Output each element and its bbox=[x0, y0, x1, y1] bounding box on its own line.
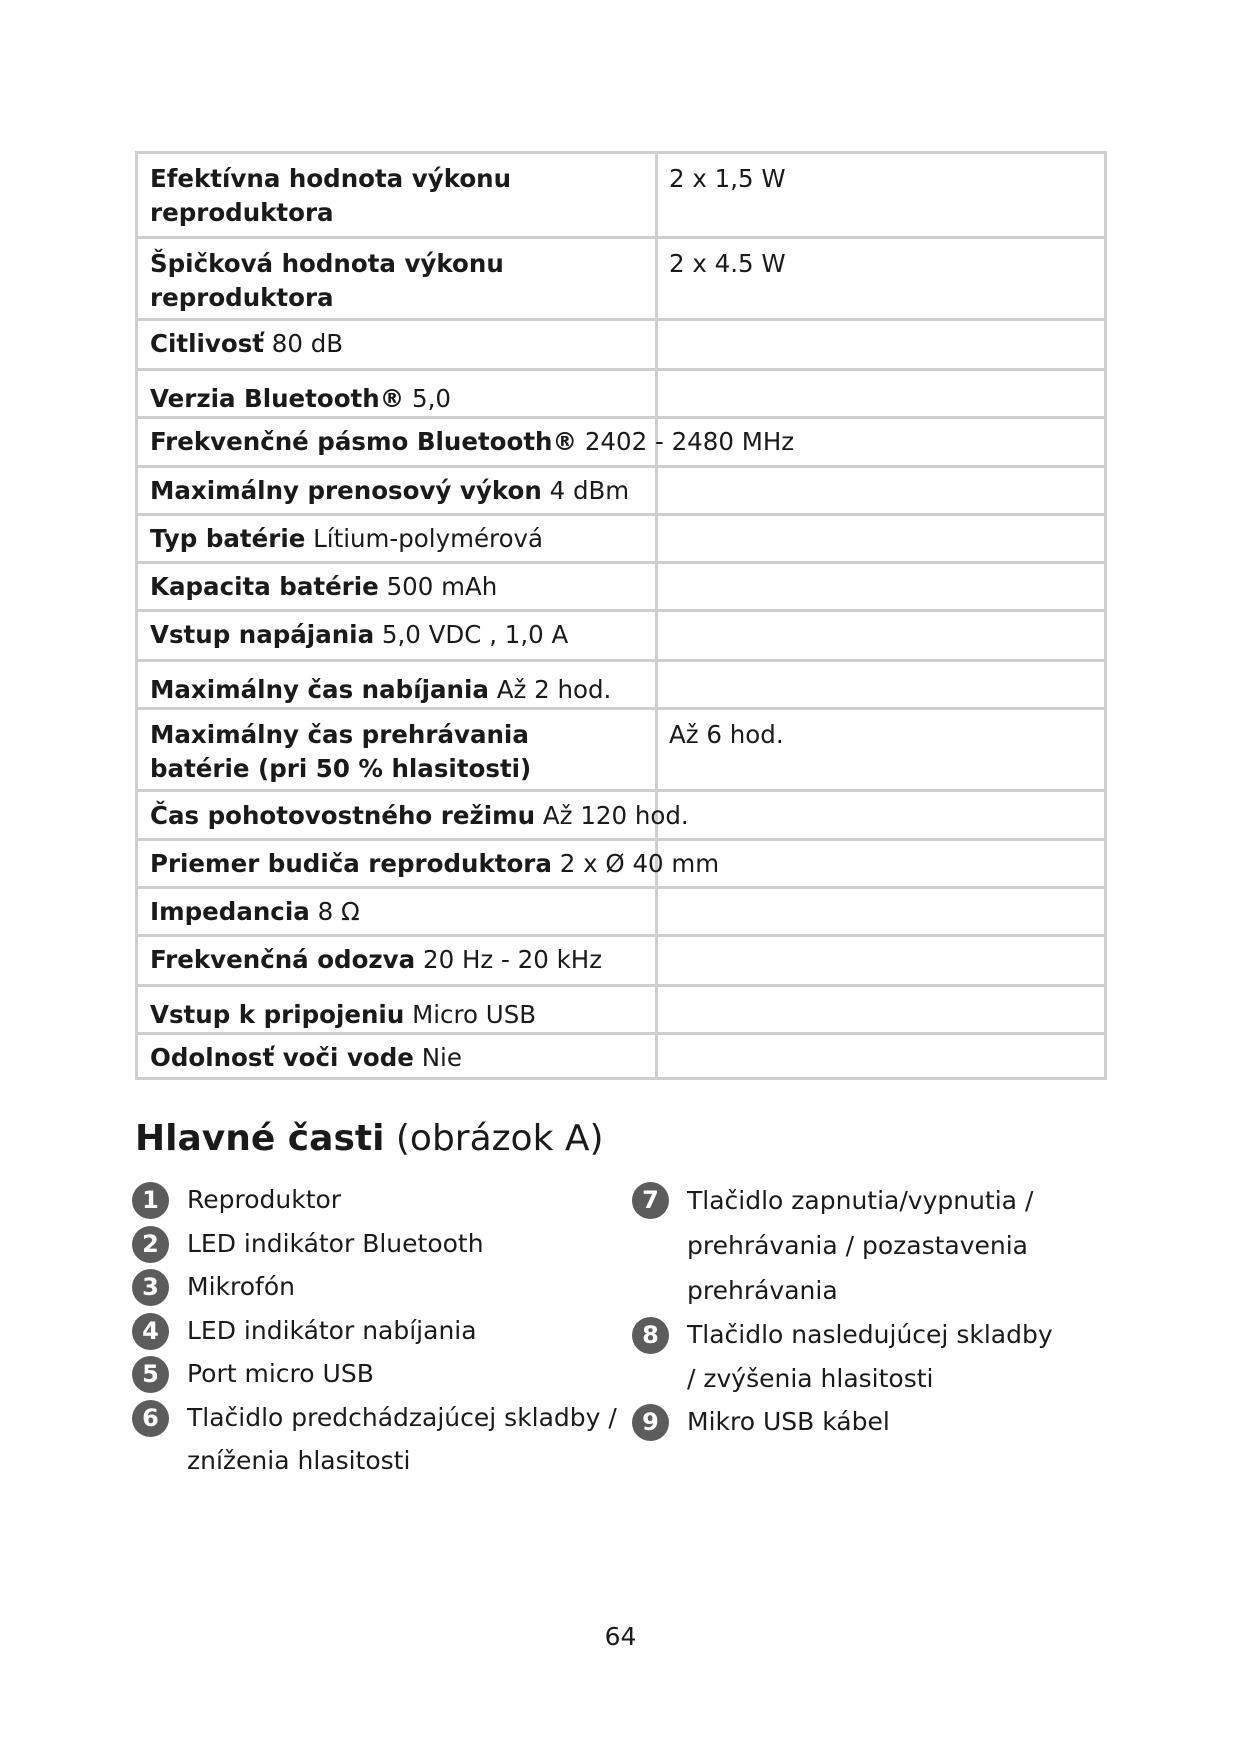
spec-label-cell bbox=[138, 792, 1104, 838]
number-badge: 7 bbox=[632, 1182, 669, 1219]
spec-label: Kapacita batérie bbox=[150, 572, 379, 601]
spec-value: 5,0 bbox=[412, 384, 451, 413]
spec-value: 500 mAh bbox=[386, 572, 498, 601]
spec-row bbox=[138, 318, 1104, 368]
spec-value: Až 6 hod. bbox=[669, 720, 784, 749]
part-label: Port micro USB bbox=[187, 1359, 374, 1388]
spec-label: Čas pohotovostného režimu bbox=[150, 801, 536, 830]
spec-label: Efektívna hodnota výkonu reproduktora bbox=[150, 164, 512, 227]
list-item bbox=[132, 1309, 622, 1353]
part-label: LED indikátor nabíjania bbox=[187, 1315, 477, 1345]
spec-label: Verzia Bluetooth® bbox=[150, 384, 405, 413]
spec-row bbox=[138, 154, 1104, 236]
list-item bbox=[132, 1265, 622, 1309]
spec-label: Priemer budiča reproduktora bbox=[150, 849, 552, 878]
part-label: Tlačidlo zapnutia/vypnutia / prehrávania / pozastavenia prehrávania bbox=[687, 1186, 1034, 1305]
column-divider bbox=[655, 710, 658, 789]
spec-label: Frekvenčná odozva bbox=[150, 945, 416, 974]
spec-label-cell bbox=[138, 239, 642, 321]
page-number: 64 bbox=[604, 1622, 637, 1651]
specifications-table bbox=[135, 151, 1107, 1080]
spec-label: Špičková hodnota výkonu reproduktora bbox=[150, 249, 504, 312]
spec-value: Až 120 hod. bbox=[542, 801, 689, 830]
spec-label: Maximálny prenosový výkon bbox=[150, 476, 542, 505]
spec-value: Lítium-polymérová bbox=[313, 524, 544, 553]
parts-list-right bbox=[632, 1178, 1102, 1444]
spec-label-cell bbox=[138, 516, 1104, 561]
list-item bbox=[132, 1222, 622, 1266]
spec-value: 2402 - 2480 MHz bbox=[584, 427, 795, 456]
column-divider bbox=[655, 154, 658, 236]
number-badge: 5 bbox=[132, 1356, 169, 1393]
number-badge: 3 bbox=[132, 1269, 169, 1306]
spec-value: 2 x 1,5 W bbox=[669, 164, 786, 193]
spec-row bbox=[138, 707, 1104, 789]
spec-label-cell bbox=[138, 419, 1104, 464]
spec-value: 80 dB bbox=[271, 329, 344, 358]
spec-label-cell bbox=[138, 1035, 1104, 1080]
spec-label-cell bbox=[138, 662, 1104, 712]
spec-label-cell bbox=[138, 937, 1104, 982]
spec-row bbox=[138, 1032, 1104, 1077]
spec-row bbox=[138, 984, 1104, 1032]
spec-label-cell bbox=[138, 710, 642, 792]
list-item bbox=[632, 1313, 1067, 1400]
spec-row bbox=[138, 659, 1104, 707]
number-badge: 1 bbox=[132, 1182, 169, 1219]
spec-value: 8 Ω bbox=[317, 897, 360, 926]
spec-row bbox=[138, 368, 1104, 416]
spec-label: Citlivosť bbox=[150, 329, 264, 358]
spec-label: Vstup napájania bbox=[150, 620, 375, 649]
spec-row bbox=[138, 513, 1104, 561]
number-badge: 2 bbox=[132, 1226, 169, 1263]
spec-label: Maximálny čas nabíjania bbox=[150, 675, 489, 704]
list-item bbox=[132, 1396, 617, 1483]
spec-label-cell bbox=[138, 889, 1104, 934]
spec-row bbox=[138, 236, 1104, 318]
spec-label-cell bbox=[138, 468, 1104, 513]
parts-list-left bbox=[132, 1178, 622, 1483]
spec-row bbox=[138, 838, 1104, 886]
spec-label-cell bbox=[138, 154, 642, 236]
spec-row bbox=[138, 609, 1104, 659]
section-heading-rest: (obrázok A) bbox=[395, 1118, 604, 1159]
part-label: LED indikátor Bluetooth bbox=[187, 1228, 484, 1258]
spec-label-cell bbox=[138, 321, 1104, 366]
spec-label-cell bbox=[138, 371, 1104, 421]
spec-value: Nie bbox=[421, 1043, 462, 1072]
part-label: Mikrofón bbox=[187, 1272, 295, 1301]
spec-row bbox=[138, 789, 1104, 838]
spec-value: 4 dBm bbox=[549, 476, 630, 505]
number-badge: 4 bbox=[132, 1313, 169, 1350]
number-badge: 8 bbox=[632, 1317, 669, 1354]
spec-value: 20 Hz - 20 kHz bbox=[422, 945, 603, 974]
spec-value: 2 x 4.5 W bbox=[669, 249, 786, 278]
column-divider bbox=[655, 239, 658, 318]
spec-label: Typ batérie bbox=[150, 524, 306, 553]
section-heading bbox=[135, 1114, 604, 1164]
spec-label-cell bbox=[138, 612, 1104, 657]
spec-value: Až 2 hod. bbox=[496, 675, 612, 704]
list-item bbox=[632, 1178, 1047, 1313]
part-label: Tlačidlo predchádzajúcej skladby / zníženia hlasitosti bbox=[187, 1402, 617, 1475]
spec-label: Frekvenčné pásmo Bluetooth® bbox=[150, 427, 578, 456]
number-badge: 6 bbox=[132, 1400, 169, 1437]
section-heading-bold: Hlavné časti bbox=[135, 1118, 385, 1159]
spec-row bbox=[138, 934, 1104, 984]
spec-row bbox=[138, 465, 1104, 513]
spec-label: Odolnosť voči vode bbox=[150, 1043, 414, 1072]
spec-value: 2 x Ø 40 mm bbox=[559, 849, 720, 878]
spec-label-cell bbox=[138, 987, 1104, 1037]
spec-label: Maximálny čas prehrávania batérie (pri 50 % hlasitosti) bbox=[150, 720, 532, 783]
part-label: Mikro USB kábel bbox=[687, 1407, 890, 1436]
spec-row bbox=[138, 561, 1104, 609]
spec-value: 5,0 VDC , 1,0 A bbox=[381, 620, 569, 649]
part-label: Reproduktor bbox=[187, 1185, 342, 1214]
part-label: Tlačidlo nasledujúcej skladby / zvýšenia hlasitosti bbox=[687, 1320, 1053, 1393]
spec-label-cell bbox=[138, 564, 1104, 609]
spec-label-cell bbox=[138, 841, 1104, 886]
list-item bbox=[632, 1400, 1102, 1444]
spec-value: Micro USB bbox=[412, 1000, 537, 1029]
spec-row bbox=[138, 886, 1104, 934]
spec-row bbox=[138, 416, 1104, 465]
list-item bbox=[132, 1352, 622, 1396]
list-item bbox=[132, 1178, 622, 1222]
number-badge: 9 bbox=[632, 1404, 669, 1441]
spec-label: Vstup k pripojeniu bbox=[150, 1000, 405, 1029]
spec-label: Impedancia bbox=[150, 897, 310, 926]
